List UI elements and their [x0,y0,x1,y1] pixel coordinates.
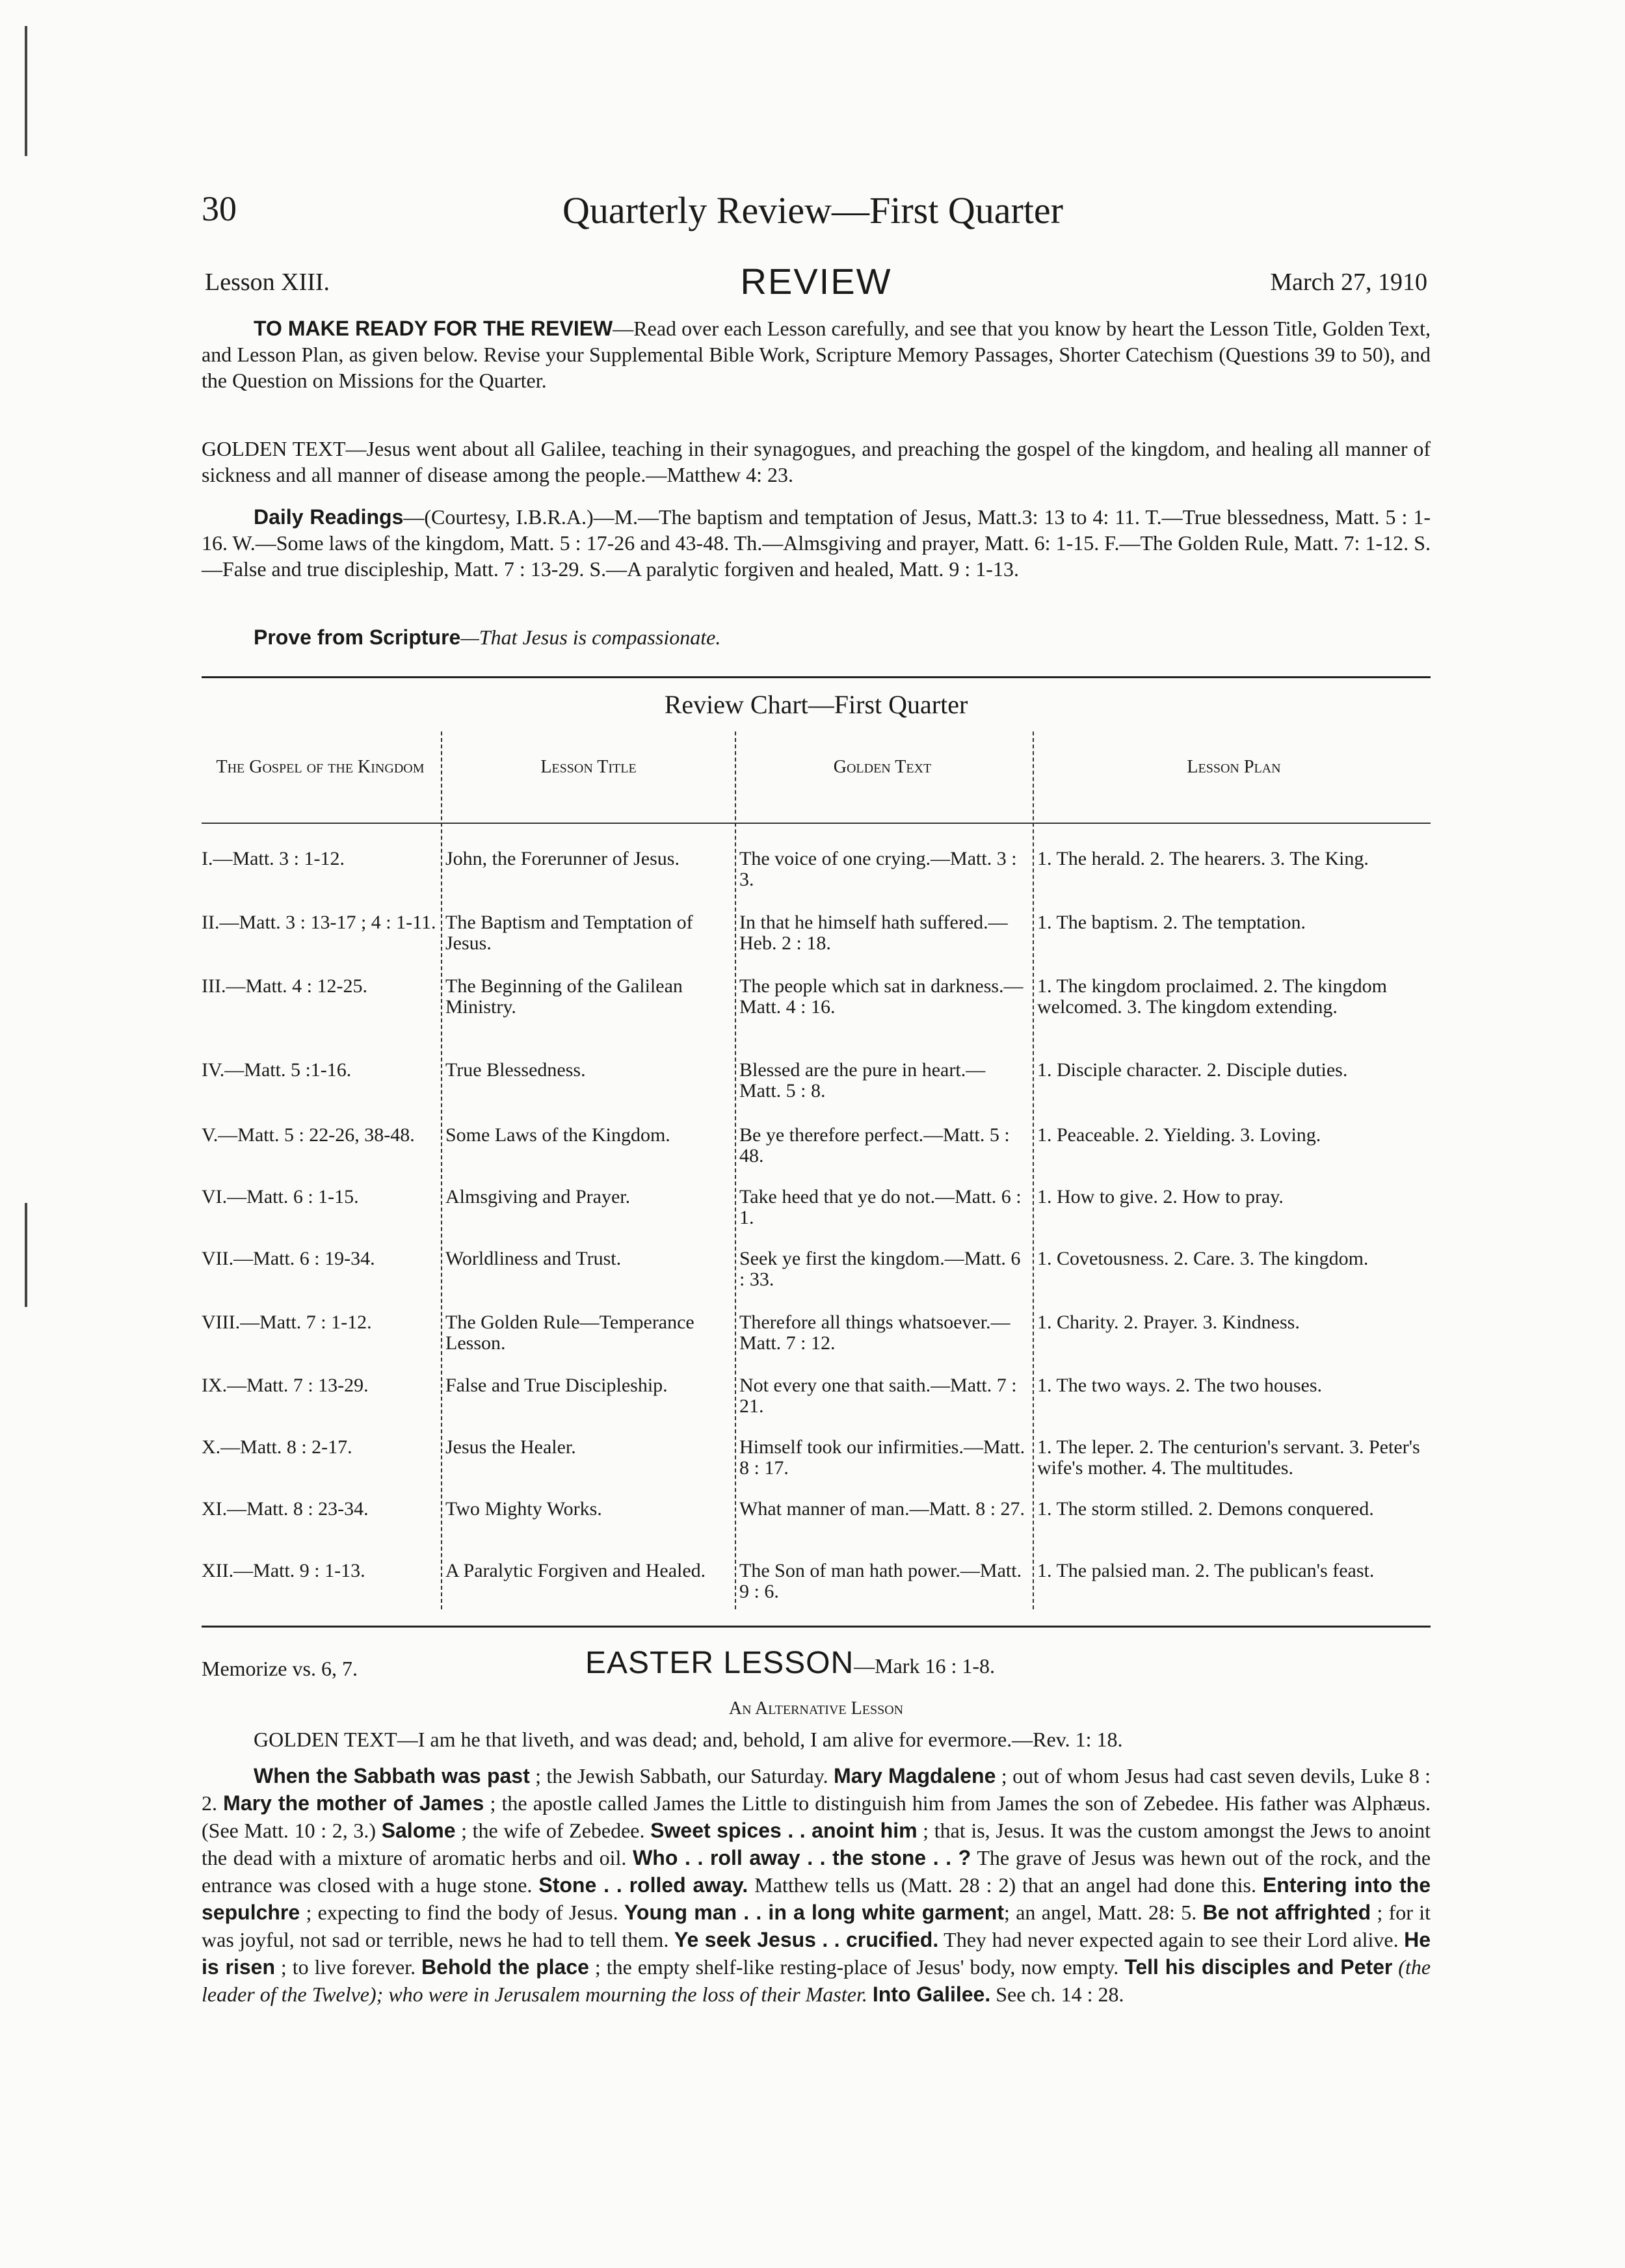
note-text: ; out of whom Jesus had cast seven devils, Luke 8 : 2. [202,1764,1431,1815]
daily-readings-text: —(Courtesy, I.B.R.A.)—M.—The baptism and temptation of Jesus, Matt.3: 13 to 4: 11. T.—True blessedness, Matt. 5 : 1-16. W.—Some laws of the kingdom, Matt. 5 : 17-26 and 43-48. Th.—Almsgiving and prayer, Matt. 6: 1-15. F.—The Golden Rule, Matt. 7: 1-12. S.—False and true discipleship, Matt. 7 : 13-29. S.—A paralytic forgiven and healed, Matt. 9 : 1-13. [202,505,1431,581]
alternative-lesson-label: An Alternative Lesson [728,1698,904,1719]
note-text: ; the empty shelf-like resting-place of Jesus' body, now empty. [588,1955,1125,1979]
cell-passage: II.—Matt. 3 : 13-17 ; 4 : 1-11. [202,912,436,933]
cell-lesson-plan: 1. The leper. 2. The centurion's servant. 3. Peter's wife's mother. 4. The multitudes. [1037,1436,1420,1479]
cell-golden-text: Blessed are the pure in heart.—Matt. 5 : 8. [739,1059,986,1101]
daily-readings-lead: Daily Readings [254,505,404,529]
note-keyword: Who . . roll away . . the stone . . ? [633,1846,971,1869]
margin-binding-mark [25,1203,27,1307]
note-text: The grave of Jesus was hewn out of the rock, and the entrance was closed with a huge stone. [202,1846,1431,1897]
make-ready-paragraph [202,315,1431,393]
make-ready-lead: TO MAKE READY FOR THE REVIEW [254,317,613,340]
cell-lesson-plan: 1. How to give. 2. How to pray. [1037,1186,1284,1207]
cell-golden-text: In that he himself hath suffered.—Heb. 2 : 18. [739,912,1008,954]
cell-lesson-plan: 1. The baptism. 2. The temptation. [1037,912,1306,933]
golden-text-body: —Jesus went about all Galilee, teaching in their synagogues, and preaching the gospel of the kingdom, and healing all manner of sickness and all manner of disease among the people.—Matthew 4: 23. [202,437,1431,486]
note-keyword: Mary Magdalene [834,1764,996,1787]
cell-golden-text: The Son of man hath power.—Matt. 9 : 6. [739,1560,1022,1602]
note-text: ; to live forever. [275,1955,422,1979]
cell-lesson-title: The Golden Rule—Temperance Lesson. [445,1312,694,1354]
lesson-header [205,260,1427,306]
cell-golden-text: Himself took our infirmities.—Matt. 8 : 17. [739,1436,1025,1479]
note-text: (the leader of the Twelve); who were in Jerusalem mourning the loss of their Master. [202,1955,1431,2006]
cell-passage: V.—Matt. 5 : 22-26, 38-48. [202,1124,415,1146]
note-keyword: When the Sabbath was past [254,1764,530,1787]
note-text: See ch. 14 : 28. [990,1983,1124,2006]
prove-lead: Prove from Scripture [254,626,461,649]
cell-passage: VIII.—Matt. 7 : 1-12. [202,1312,372,1333]
note-text: ; expecting to find the body of Jesus. [300,1901,624,1924]
header-golden-text: Golden Text [833,757,932,777]
note-keyword: Tell his disciples and Peter [1124,1955,1393,1979]
chart-header-row [202,732,1431,803]
cell-lesson-title: Some Laws of the Kingdom. [445,1124,670,1146]
cell-lesson-title: False and True Discipleship. [445,1375,668,1396]
bottom-rule [202,1626,1431,1628]
note-keyword: Young man . . in a long white garment [624,1901,1004,1924]
margin-binding-mark [25,26,27,156]
column-divider [735,732,736,1609]
cell-passage: IX.—Matt. 7 : 13-29. [202,1375,369,1396]
header-gospel-kingdom: The Gospel of the Kingdom [216,757,425,777]
cell-passage: X.—Matt. 8 : 2-17. [202,1436,352,1458]
note-text: ; for it was joyful, not sad or terrible, news he had to tell them. [202,1901,1431,1951]
note-text: ; that is, Jesus. It was the custom amongst the Jews to anoint the dead with a mixture of aromatic herbs and oil. [202,1819,1431,1869]
cell-lesson-title: Jesus the Healer. [445,1436,576,1458]
note-keyword: He is risen [202,1928,1431,1979]
cell-passage: VII.—Matt. 6 : 19-34. [202,1248,375,1269]
cell-lesson-plan: 1. The storm stilled. 2. Demons conquered. [1037,1498,1374,1520]
header-lesson-plan: Lesson Plan [1187,757,1281,777]
header-lesson-title: Lesson Title [540,757,637,777]
note-keyword: Sweet spices . . anoint him [650,1819,918,1842]
cell-passage: III.—Matt. 4 : 12-25. [202,975,367,997]
cell-lesson-title: Worldliness and Trust. [445,1248,622,1269]
running-title: Quarterly Review—First Quarter [562,189,1063,231]
note-keyword: Behold the place [421,1955,589,1979]
cell-golden-text: Not every one that saith.—Matt. 7 : 21. [739,1375,1017,1417]
note-text: ; the wife of Zebedee. [455,1819,651,1842]
cell-passage: XII.—Matt. 9 : 1-13. [202,1560,365,1581]
note-keyword: Ye seek Jesus . . crucified. [674,1928,939,1951]
note-text: Matthew tells us (Matt. 28 : 2) that an angel had done this. [748,1873,1263,1897]
prove-text: —That Jesus is compassionate. [460,626,721,649]
cell-lesson-title: Two Mighty Works. [445,1498,602,1520]
easter-golden-text: GOLDEN TEXT—I am he that liveth, and was dead; and, behold, I am alive for evermore.—Rev. 1: 18. [254,1728,1123,1751]
cell-lesson-title: The Beginning of the Galilean Ministry. [445,975,683,1018]
review-chart [202,732,1431,1609]
memorize-note: Memorize vs. 6, 7. [202,1657,358,1680]
cell-lesson-plan: 1. Disciple character. 2. Disciple duties. [1037,1059,1348,1081]
cell-passage: IV.—Matt. 5 :1-16. [202,1059,352,1081]
easter-reference: —Mark 16 : 1-8. [854,1654,995,1678]
chart-header-rule [202,823,1431,824]
golden-text-paragraph [202,436,1431,488]
cell-golden-text: Take heed that ye do not.—Matt. 6 : 1. [739,1186,1022,1228]
prove-paragraph [202,624,1431,650]
cell-lesson-plan: 1. Peaceable. 2. Yielding. 3. Loving. [1037,1124,1321,1146]
top-rule [202,676,1431,678]
cell-lesson-title: True Blessedness. [445,1059,586,1081]
make-ready-text: —Read over each Lesson carefully, and see that you know by heart the Lesson Title, Golden Text, and Lesson Plan, as given below. Revise your Supplemental Bible Work, Scripture Memory Passages, Shorter Catechism (Questions 39 to 50), and the Question on Missions for the Quarter. [202,317,1431,392]
note-keyword: Entering into the sepulchre [202,1873,1431,1924]
cell-lesson-title: John, the Forerunner of Jesus. [445,848,680,869]
lesson-number: Lesson XIII. [205,269,330,296]
note-text: ; the apostle called James the Little to distinguish him from James the son of Zebedee. His father was Alphæus. (See Matt. 10 : 2, 3.) [202,1791,1431,1842]
cell-passage: XI.—Matt. 8 : 23-34. [202,1498,369,1520]
cell-passage: VI.—Matt. 6 : 1-15. [202,1186,359,1207]
note-text: They had never expected again to see their Lord alive. [938,1928,1405,1951]
cell-lesson-plan: 1. Charity. 2. Prayer. 3. Kindness. [1037,1312,1300,1333]
cell-lesson-title: A Paralytic Forgiven and Healed. [445,1560,706,1581]
cell-golden-text: Be ye therefore perfect.—Matt. 5 : 48. [739,1124,1010,1167]
review-chart-title: Review Chart—First Quarter [664,690,968,719]
note-keyword: Salome [381,1819,456,1842]
easter-title-text: EASTER LESSON [585,1646,854,1680]
cell-lesson-plan: 1. The herald. 2. The hearers. 3. The King. [1037,848,1369,869]
page-number: 30 [202,189,237,228]
cell-lesson-title: The Baptism and Temptation of Jesus. [445,912,693,954]
note-text: ; an angel, Matt. 28: 5. [1004,1901,1203,1924]
daily-readings-paragraph [202,504,1431,582]
easter-title [585,1645,995,1681]
cell-golden-text: What manner of man.—Matt. 8 : 27. [739,1498,1025,1520]
note-text: ; the Jewish Sabbath, our Saturday. [529,1764,834,1787]
note-keyword: Stone . . rolled away. [538,1873,748,1897]
cell-passage: I.—Matt. 3 : 1-12. [202,848,345,869]
cell-lesson-plan: 1. The palsied man. 2. The publican's feast. [1037,1560,1375,1581]
cell-golden-text: The people which sat in darkness.—Matt. 4 : 16. [739,975,1024,1018]
note-keyword: Mary the mother of James [223,1791,484,1815]
easter-header [202,1645,1431,1691]
column-divider [441,732,442,1609]
golden-text-lead: GOLDEN TEXT [202,437,346,460]
cell-golden-text: Therefore all things whatsoever.—Matt. 7 : 12. [739,1312,1011,1354]
easter-notes [202,1762,1431,2008]
lesson-title: REVIEW [740,261,892,302]
cell-lesson-plan: 1. Covetousness. 2. Care. 3. The kingdom. [1037,1248,1369,1269]
note-keyword: Be not affrighted [1202,1901,1371,1924]
running-head [202,189,1424,241]
note-keyword: Into Galilee. [872,1983,991,2006]
cell-lesson-plan: 1. The two ways. 2. The two houses. [1037,1375,1323,1396]
lesson-date: March 27, 1910 [1270,269,1427,296]
column-divider [1033,732,1034,1609]
cell-lesson-plan: 1. The kingdom proclaimed. 2. The kingdom welcomed. 3. The kingdom extending. [1037,975,1387,1018]
cell-lesson-title: Almsgiving and Prayer. [445,1186,631,1207]
cell-golden-text: Seek ye first the kingdom.—Matt. 6 : 33. [739,1248,1021,1290]
cell-golden-text: The voice of one crying.—Matt. 3 : 3. [739,848,1017,890]
